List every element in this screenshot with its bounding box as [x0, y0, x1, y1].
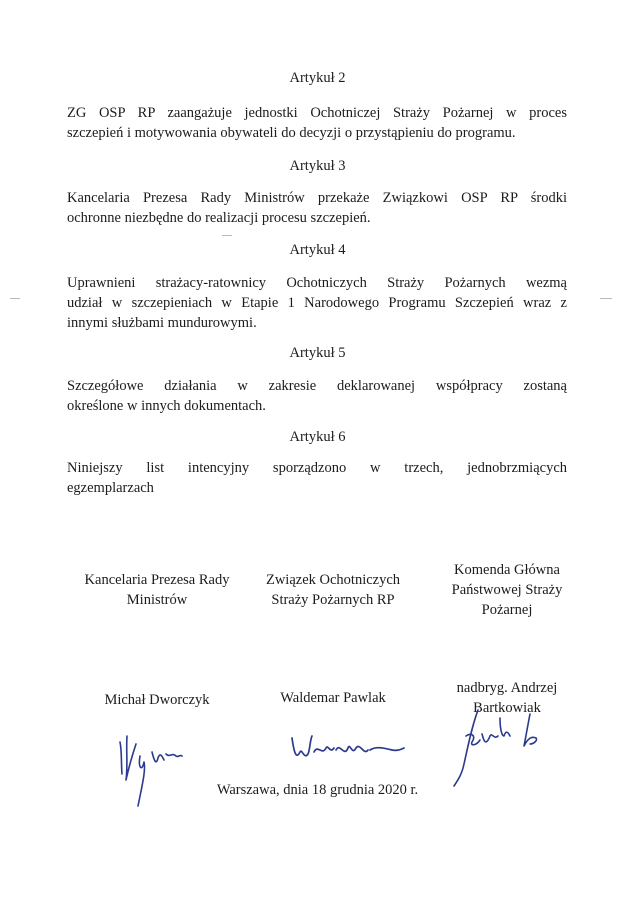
article-2-heading: Artykuł 2	[289, 70, 346, 86]
article-3-line-1: Kancelaria Prezesa Rady Ministrów przekaże Związkowi OSP RP środki	[67, 190, 567, 206]
article-4-line-1: Uprawnieni strażacy-ratownicy Ochotniczych Straży Pożarnych wezmą	[67, 275, 567, 291]
scan-mark-left	[10, 298, 20, 299]
party-zosp-line-1: Związek Ochotniczych	[265, 572, 401, 588]
article-3-line-2: ochronne niezbędne do realizacji procesu szczepień.	[67, 210, 371, 226]
signature-pawlak-icon	[288, 730, 408, 770]
article-2-line-1: ZG OSP RP zaangażuje jednostki Ochotniczej Straży Pożarnej w proces	[67, 105, 567, 121]
party-kprm-line-2: Ministrów	[126, 592, 188, 608]
article-4-line-2: udział w szczepieniach w Etapie 1 Narodowego Programu Szczepień wraz z	[67, 295, 567, 311]
article-5-line-2: określone w innych dokumentach.	[67, 398, 266, 414]
party-kprm	[62, 570, 252, 610]
article-3-text	[67, 188, 567, 228]
article-4-heading: Artykuł 4	[289, 242, 346, 258]
article-5-text	[67, 376, 567, 416]
article-6-line-2: egzemplarzach	[67, 480, 154, 496]
article-5-line-1: Szczegółowe działania w zakresie deklarowanej współpracy zostaną	[67, 378, 567, 394]
article-4-text	[67, 273, 567, 333]
party-zosp-line-2: Straży Pożarnych RP	[271, 592, 395, 608]
party-kprm-line-1: Kancelaria Prezesa Rady	[84, 572, 230, 588]
party-kgpsp-line-3: Pożarnej	[481, 602, 533, 618]
signatory-dworczyk: Michał Dworczyk	[104, 692, 210, 708]
article-2-text	[67, 103, 567, 143]
article-6-line-1: Niniejszy list intencyjny sporządzono w trzech, jednobrzmiących	[67, 460, 567, 476]
scan-mark-center	[222, 235, 232, 236]
article-6-heading: Artykuł 6	[289, 429, 346, 445]
party-kgpsp	[412, 560, 602, 620]
party-zosp	[238, 570, 428, 610]
article-6-text	[67, 458, 567, 498]
signatory-bartkowiak-line-1: nadbryg. Andrzej	[456, 680, 558, 696]
scan-mark-right	[600, 298, 612, 299]
article-2-line-2: szczepień i motywowania obywateli do decyzji o przystąpieniu do programu.	[67, 125, 516, 141]
article-5-heading: Artykuł 5	[289, 345, 346, 361]
signatory-bartkowiak-line-2: Bartkowiak	[473, 700, 541, 716]
place-and-date: Warszawa, dnia 18 grudnia 2020 r.	[216, 782, 419, 798]
party-kgpsp-line-1: Komenda Główna	[454, 562, 560, 578]
article-3-heading: Artykuł 3	[289, 158, 346, 174]
signatory-pawlak: Waldemar Pawlak	[280, 690, 386, 706]
article-4-line-3: innymi służbami mundurowymi.	[67, 315, 257, 331]
party-kgpsp-line-2: Państwowej Straży	[451, 582, 563, 598]
